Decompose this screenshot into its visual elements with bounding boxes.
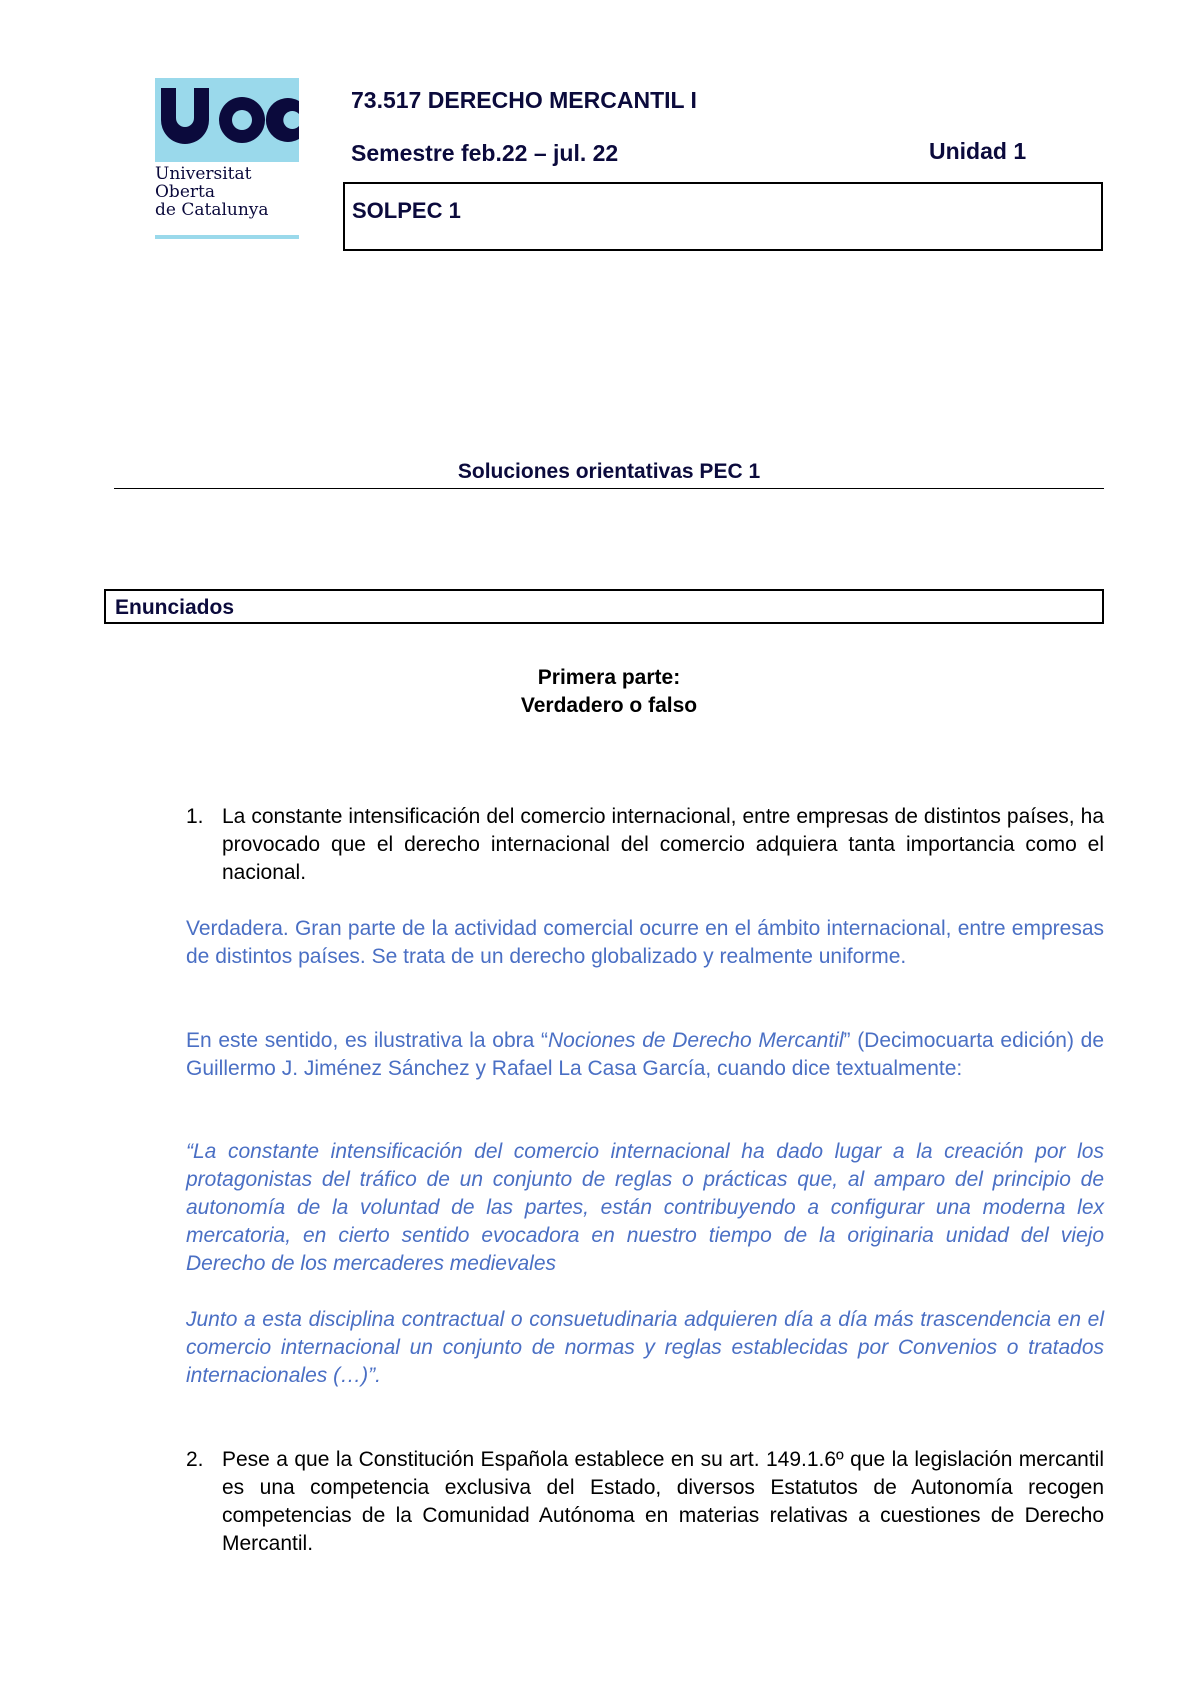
question-number: 2. xyxy=(186,1448,204,1471)
part-subtitle: Verdadero o falso xyxy=(520,694,698,717)
citation-after: ” (Decimocuarta edición) de Guillermo J. Jiménez Sánchez y Rafael La Casa García, cuando dice textualmente: xyxy=(186,1029,1105,1080)
citation-before: En este sentido, es ilustrativa la obra “ xyxy=(186,1029,548,1052)
solpec-label: SOLPEC 1 xyxy=(352,198,461,223)
logo-line-2: Oberta xyxy=(155,182,215,202)
question-1 xyxy=(186,803,1104,887)
answer-citation xyxy=(186,1027,1104,1083)
section-title: Enunciados xyxy=(115,596,235,619)
logo-line-1: Universitat xyxy=(155,164,252,184)
uoc-logo-mark xyxy=(155,78,299,162)
question-text: Pese a que la Constitución Española establece en su art. 149.1.6º que la legislación mercantil es una competencia exclusiva del Estado, diversos Estatutos de Autonomía recogen competencias de la Comunidad Autónoma en materias relativas a cuestiones de Derecho Mercantil. xyxy=(222,1448,1104,1555)
uoc-logo xyxy=(155,78,299,238)
book-title: Nociones de Derecho Mercantil xyxy=(547,1029,844,1052)
part-title: Primera parte: xyxy=(537,666,681,689)
semester-label: Semestre feb.22 – jul. 22 xyxy=(351,140,619,166)
question-number: 1. xyxy=(186,805,204,828)
answer-quote-2: Junto a esta disciplina contractual o consuetudinaria adquieren día a día más trascendencia en el comercio internacional un conjunto de normas y reglas establecidas por Convenios o tratados internacionales (…)”. xyxy=(186,1308,1104,1387)
question-2 xyxy=(186,1446,1104,1558)
uoc-logo-tile xyxy=(155,78,299,162)
answer-quote-1: “La constante intensificación del comercio internacional ha dado lugar a la creación por los protagonistas del tráfico de un conjunto de reglas o prácticas que, al amparo del principio de autonomía de la voluntad de las partes, están contribuyendo a configurar una moderna lex mercatoria, en cierto sentido evocadora en nuestro tiempo de la originaria unidad del viejo Derecho de los mercaderes medievales xyxy=(186,1140,1104,1275)
answer-paragraph: Verdadera. Gran parte de la actividad comercial ocurre en el ámbito internacional, entre empresas de distintos países. Se trata de un derecho globalizado y realmente uniforme. xyxy=(186,917,1104,968)
course-title: 73.517 DERECHO MERCANTIL I xyxy=(351,87,697,113)
logo-line-3: de Catalunya xyxy=(155,200,269,220)
subtitle-rule xyxy=(114,488,1104,489)
solpec-box xyxy=(343,182,1103,251)
uoc-logo-text xyxy=(155,165,299,219)
unit-label: Unidad 1 xyxy=(929,138,1027,164)
document-subtitle: Soluciones orientativas PEC 1 xyxy=(457,460,761,483)
logo-underline xyxy=(155,235,299,239)
question-text: La constante intensificación del comercio internacional, entre empresas de distintos países, ha provocado que el derecho internacional del comercio adquiera tanta importancia como el nacional. xyxy=(222,805,1104,884)
section-header-box xyxy=(104,589,1104,624)
